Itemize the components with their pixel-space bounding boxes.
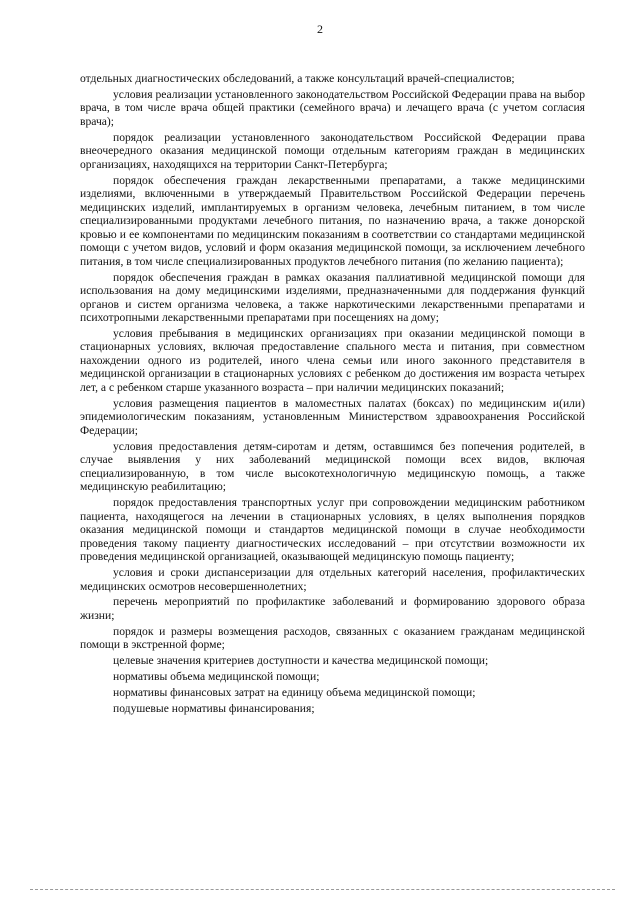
paragraph: условия размещения пациентов в маломестных палатах (боксах) по медицинским и(или) эпидемиологическим показаниям, установленным Министерством здравоохранения Российской Федерации; xyxy=(80,396,585,437)
paragraph: нормативы финансовых затрат на единицу объема медицинской помощи; xyxy=(113,685,476,699)
paragraph: условия пребывания в медицинских организациях при оказании медицинской помощи в стационарных условиях, включая предоставление спального места и питания, при совместном нахождении одного из родителей, иного члена семьи или иного законного представителя в медицинской организации в стационарных условиях с ребенком до достижения им возраста четырех лет, а с ребенком старше указанного возраста – при наличии медицинских показаний; xyxy=(80,326,585,394)
paragraph: перечень мероприятий по профилактике заболеваний и формированию здорового образа жизни; xyxy=(80,595,585,622)
paragraph: целевые значения критериев доступности и качества медицинской помощи; xyxy=(113,654,489,668)
paragraph: порядок и размеры возмещения расходов, связанных с оказанием гражданам медицинской помощи в экстренной форме; xyxy=(80,624,585,652)
document-body xyxy=(80,72,585,718)
paragraph: порядок обеспечения граждан лекарственными препаратами, а также медицинскими изделиями, включенными в утверждаемый Правительством Российской Федерации перечень медицинских изделий, имплантируемых в организм человека, лечебным питанием, в том числе специализированными продуктами лечебного питания, по назначению врача, а также донорской кровью и ее компонентами по медицинским показаниям в соответствии со стандартами медицинской помощи с учетом видов, условий и форм оказания медицинской помощи, за исключением лечебного питания, в том числе специализированных продуктов лечебного питания (по желанию пациента); xyxy=(80,173,585,268)
paragraph: условия и сроки диспансеризации для отдельных категорий населения, профилактических медицинских осмотров несовершеннолетних; xyxy=(80,566,585,593)
paragraph: порядок реализации установленного законодательством Российской Федерации права внеочередного оказания медицинской помощи отдельным категориям граждан в медицинских организациях, находящихся на территории Санкт-Петербурга; xyxy=(80,130,585,171)
paragraph: условия реализации установленного законодательством Российской Федерации права на выбор врача, в том числе врача общей практики (семейного врача) и лечащего врача (с учетом согласия врача); xyxy=(80,87,585,128)
paragraph: нормативы объема медицинской помощи; xyxy=(113,670,320,684)
paragraph: порядок предоставления транспортных услуг при сопровождении медицинским работником пациента, находящегося на лечении в стационарных условиях, в целях выполнения порядков оказания медицинской помощи и стандартов медицинской помощи в случае необходимости проведения такому пациенту диагностических исследований – при отсутствии возможности их проведения медицинской организацией, оказывающей медицинскую помощь пациенту; xyxy=(80,496,585,564)
paragraph: условия предоставления детям-сиротам и детям, оставшимся без попечения родителей, в случае выявления у них заболеваний медицинской помощи всех видов, включая специализированную, в том числе высокотехнологичную медицинскую помощь, а также медицинскую реабилитацию; xyxy=(80,439,585,494)
scan-bottom-rule xyxy=(30,889,615,890)
paragraph: порядок обеспечения граждан в рамках оказания паллиативной медицинской помощи для использования на дому медицинскими изделиями, предназначенными для поддержания функций органов и систем организма человека, а также наркотическими лекарственными препаратами и психотропными лекарственными препаратами при посещениях на дому; xyxy=(80,270,585,325)
paragraph: подушевые нормативы финансирования; xyxy=(113,701,315,715)
paragraph: отдельных диагностических обследований, а также консультаций врачей-специалистов; xyxy=(80,72,515,85)
page-number: 2 xyxy=(317,22,323,36)
